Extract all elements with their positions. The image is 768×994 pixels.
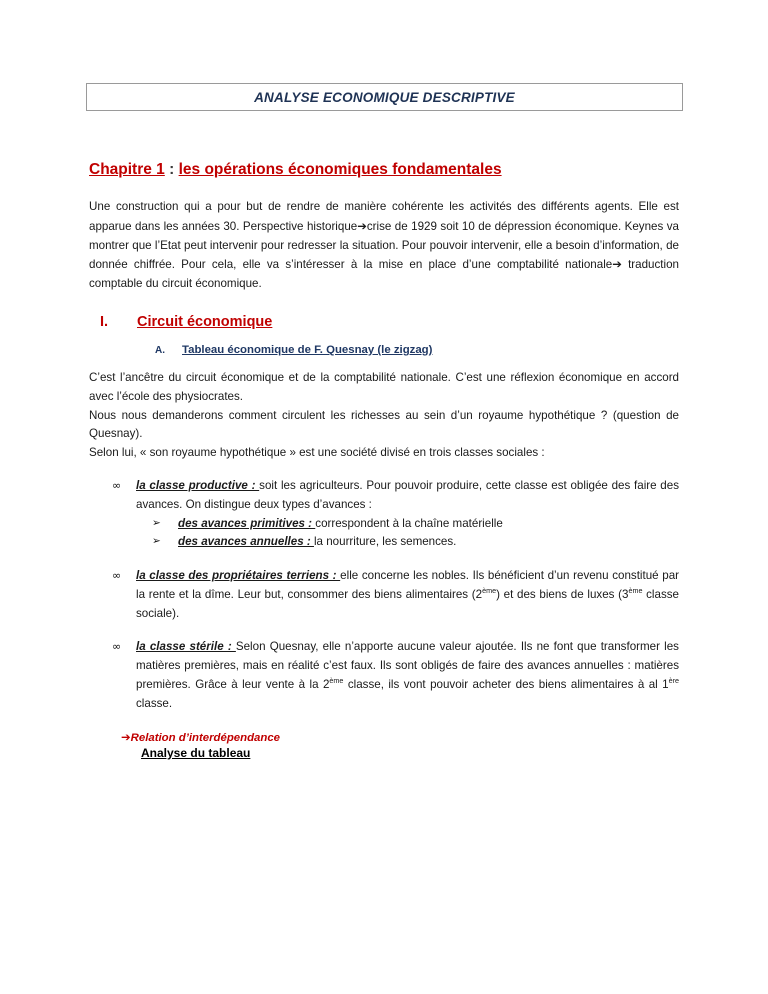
superscript-ordinal: ème <box>329 676 344 686</box>
list-item <box>89 567 679 623</box>
right-arrow-icon: ➔ <box>121 729 131 744</box>
document-body <box>89 160 679 762</box>
section-title: Circuit économique <box>137 314 273 331</box>
list-item-lead: la classe productive : <box>136 478 260 492</box>
section-number: I. <box>100 314 109 331</box>
callout-text: Relation d’interdépendance <box>130 731 281 744</box>
infinity-bullet-icon: ∞ <box>112 640 122 654</box>
body-paragraph-3: Selon lui, « son royaume hypothétique » est une société divisé en trois classes sociales : <box>89 446 545 460</box>
list-item-text <box>136 638 679 713</box>
list-item-body-a: elle concerne les nobles. Ils bénéficient d’un revenu constitué par la rente et la dîme. Leur but, consommer des biens alimentaires (2 <box>136 569 680 601</box>
list-item-body: soit les agriculteurs. Pour pouvoir produire, cette classe est obligée des faire des avances. On distingue deux types d’avances : <box>136 478 679 511</box>
body-paragraph-1: C’est l’ancêtre du circuit économique et de la comptabilité nationale. C’est une réflexion économique en accord avec l’école des physiocrates. <box>89 371 679 403</box>
list-item-lead: la classe stérile : <box>136 640 236 654</box>
list-item-body-b: ) et des biens de luxes (3 <box>496 587 629 601</box>
chapter-title: les opérations économiques fondamentales <box>178 161 502 178</box>
superscript-ordinal: ème <box>628 586 643 595</box>
arrowhead-bullet-icon: ➢ <box>152 516 161 529</box>
right-arrow-icon: ➔ <box>612 257 622 272</box>
list-item <box>89 477 679 515</box>
body-paragraph-2: Nous nous demanderons comment circulent les richesses au sein d’un royaume hypothétique ? (question de Quesnay). <box>89 408 679 441</box>
list-item-body-a: Selon Quesnay, elle n’apporte aucune valeur ajoutée. Ils ne font que transformer les matières premières, mais en réalité c’est faux. Ils sont obligés de faire des avances annuelles : matières premières. Grâce à leur vente à la 2 <box>136 640 679 691</box>
list-item-lead: la classe des propriétaires terriens : <box>136 569 341 583</box>
subsection-number: A. <box>155 345 165 357</box>
chapter-heading <box>89 160 679 180</box>
chapter-label: Chapitre 1 <box>89 161 165 178</box>
intro-paragraph <box>89 198 679 294</box>
chapter-separator: : <box>164 161 179 178</box>
list-item-text <box>136 477 679 515</box>
spacer <box>89 463 679 477</box>
infinity-bullet-icon: ∞ <box>112 569 122 583</box>
list-item-body-c: classe. <box>136 696 173 710</box>
right-arrow-icon: ➔ <box>357 218 367 233</box>
document-title-box <box>86 83 683 111</box>
subsection-heading-a <box>89 344 679 356</box>
list-item-body: la nourriture, les semences. <box>313 535 457 549</box>
intro-text-part2: crise de 1929 soit 10 de dépression économique. Keynes va montrer que l’Etat peut intervenir pour redresser la situation. Pour pouvoir intervenir, elle a besoin d’information, de donnée chiffrée. Pour cela, elle va s’intéresser à la mise en place d’une comptabilité nationale <box>89 219 679 272</box>
subsection-title: Tableau économique de F. Quesnay (le zigzag) <box>182 344 433 357</box>
superscript-ordinal: ère <box>668 676 680 686</box>
list-item <box>89 533 679 552</box>
list-item-body-c: classe sociale). <box>136 587 679 620</box>
infinity-bullet-icon: ∞ <box>112 478 122 492</box>
superscript-ordinal: ème <box>482 586 497 595</box>
page-title: ANALYSE ECONOMIQUE DESCRIPTIVE <box>254 89 515 105</box>
final-heading-wrapper <box>89 744 679 762</box>
list-item-body: correspondent à la chaîne matérielle <box>315 516 503 530</box>
spacer <box>89 552 679 567</box>
section-heading-1 <box>89 314 679 330</box>
list-item-text <box>178 515 679 534</box>
list-item <box>89 638 679 713</box>
list-item-lead: des avances primitives : <box>178 516 316 530</box>
arrowhead-bullet-icon: ➢ <box>152 535 161 548</box>
callout-note <box>89 730 679 744</box>
spacer <box>89 623 679 638</box>
list-item-lead: des avances annuelles : <box>178 535 314 549</box>
list-item-text <box>178 533 679 552</box>
intro-text-part1: Une construction qui a pour but de rendre de manière cohérente les activités des différents agents. Elle est apparue dans les années 30. Perspective historique <box>89 200 679 233</box>
list-item-body-b: classe, ils vont pouvoir acheter des biens alimentaires à al 1 <box>343 677 669 691</box>
list-item <box>89 515 679 534</box>
intro-text-part3: traduction comptable du circuit économique. <box>89 258 679 291</box>
list-item-text <box>136 567 679 623</box>
final-heading: Analyse du tableau <box>141 745 251 760</box>
